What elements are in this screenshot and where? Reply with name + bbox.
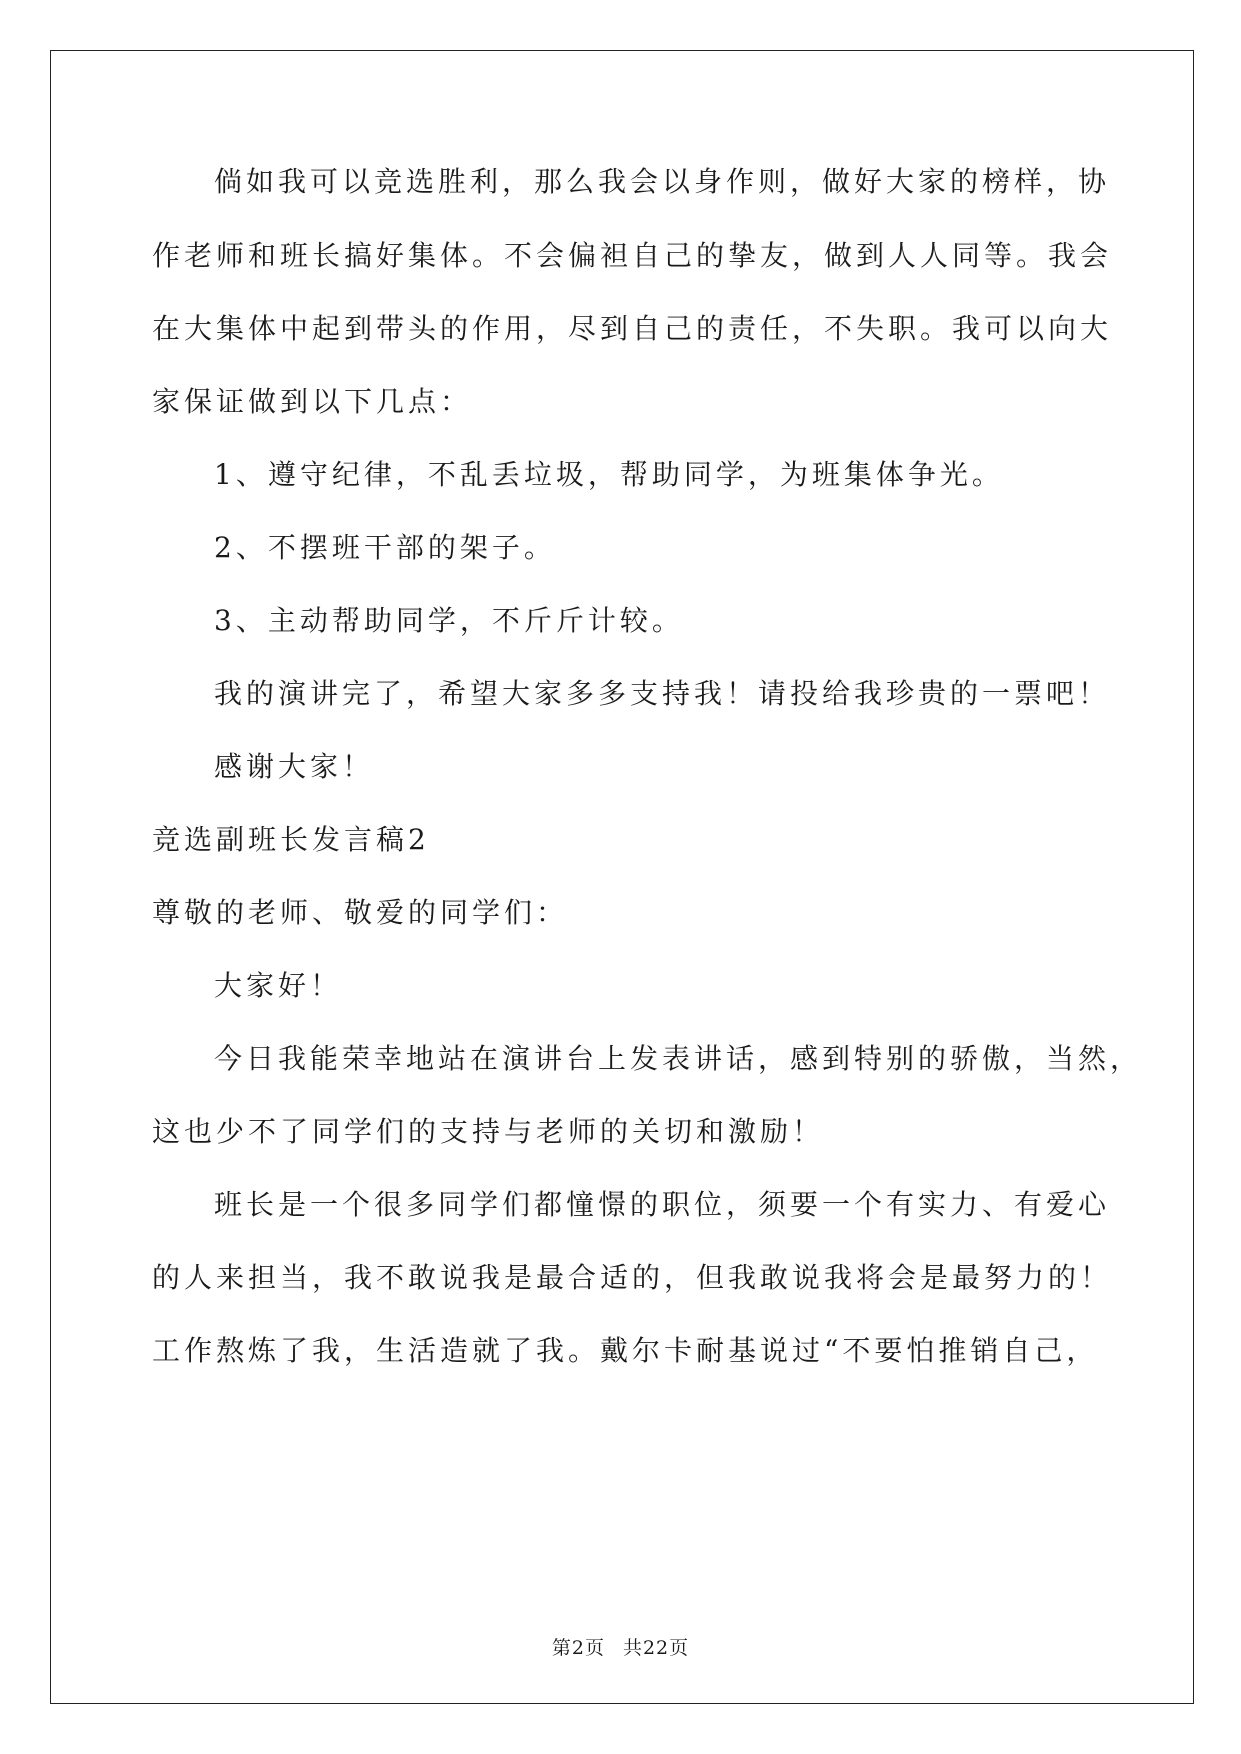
list-item: 1、遵守纪律，不乱丢垃圾，帮助同学，为班集体争光。 [214,458,1004,491]
list-item: 2、不摆班干部的架子。 [214,531,556,564]
section-title: 竞选副班长发言稿2 [152,823,430,856]
paragraph-line: 这也少不了同学们的支持与老师的关切和激励！ [152,1115,825,1148]
greeting: 大家好！ [214,969,343,1002]
total-pages: 共22页 [622,1637,690,1659]
paragraph-line: 感谢大家！ [214,750,375,783]
paragraph-line: 在大集体中起到带头的作用，尽到自己的责任，不失职。我可以向大 [152,312,1113,345]
paragraph-line: 今日我能荣幸地站在演讲台上发表讲话，感到特别的骄傲，当然， [214,1042,1143,1075]
list-item: 3、主动帮助同学，不斤斤计较。 [214,604,684,637]
paragraph-line: 工作熬炼了我，生活造就了我。戴尔卡耐基说过“不要怕推销自己， [152,1334,1099,1367]
salutation: 尊敬的老师、敬爱的同学们： [152,896,569,929]
page-footer [0,1633,1241,1660]
paragraph-line: 作老师和班长搞好集体。不会偏袒自己的挚友，做到人人同等。我会 [152,239,1113,272]
paragraph-line: 倘如我可以竞选胜利，那么我会以身作则，做好大家的榜样，协 [214,165,1111,198]
page-number: 第2页 [551,1637,605,1659]
paragraph-line: 的人来担当，我不敢说我是最合适的，但我敢说我将会是最努力的！ [152,1261,1113,1294]
paragraph-line: 班长是一个很多同学们都憧憬的职位，须要一个有实力、有爱心 [214,1188,1111,1221]
paragraph-line: 我的演讲完了，希望大家多多支持我！请投给我珍贵的一票吧！ [214,677,1111,710]
page-border [50,50,1194,1704]
paragraph-line: 家保证做到以下几点： [152,385,473,418]
